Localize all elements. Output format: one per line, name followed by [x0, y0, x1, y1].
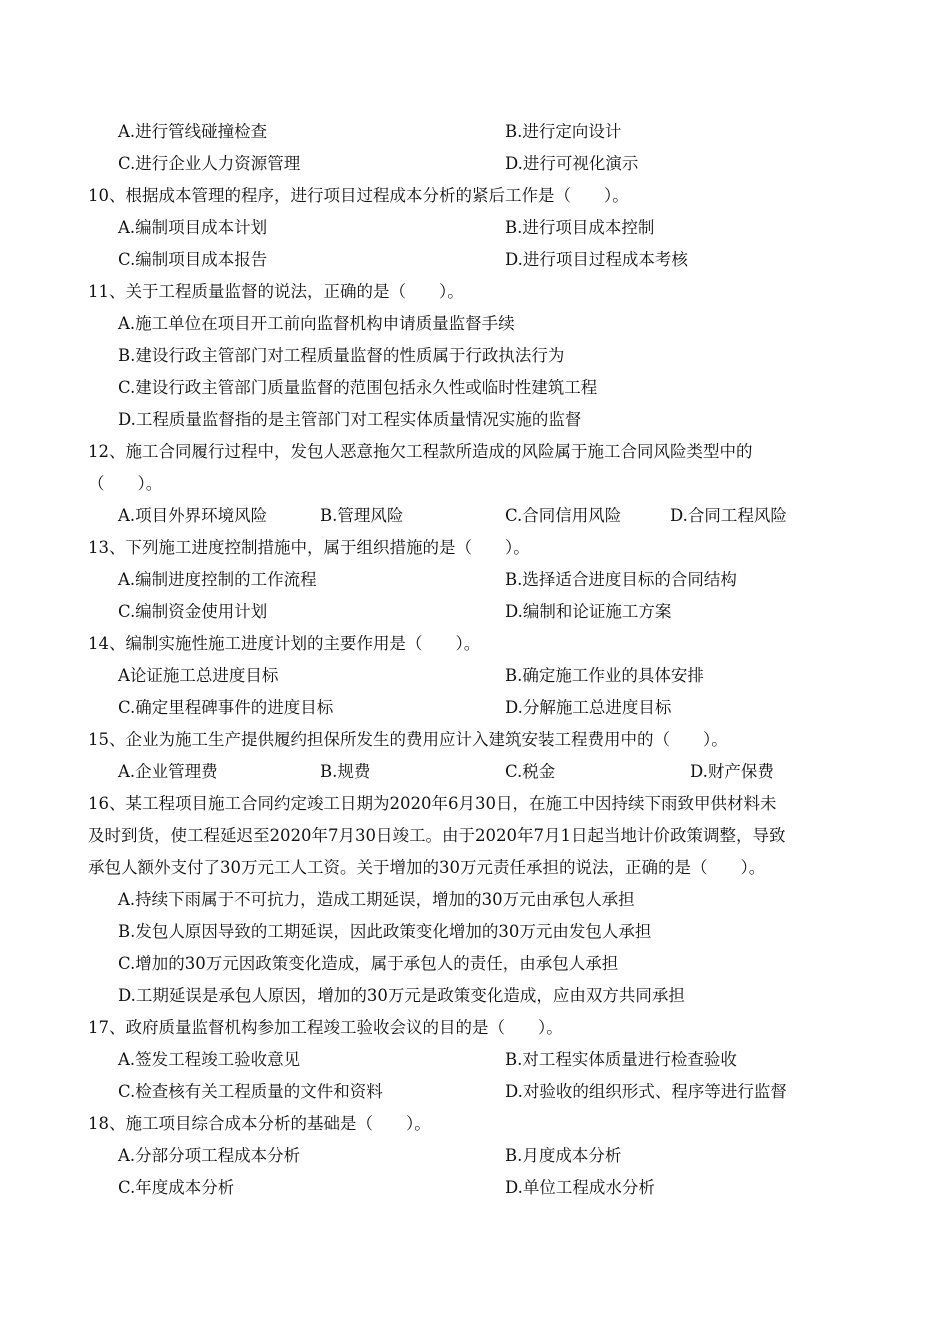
q16-option-c-line — [0, 948, 950, 980]
q11-option-b: B.建设行政主管部门对工程质量监督的性质属于行政执法行为 — [118, 346, 565, 365]
q9-options-row1 — [0, 116, 950, 148]
q18-options-row1 — [0, 1140, 950, 1172]
q10-options-row2 — [0, 244, 950, 276]
q16-stem-line2 — [0, 820, 950, 852]
q18-stem-line — [0, 1108, 950, 1140]
q12-stem-line2 — [0, 468, 950, 500]
q11-option-b-line — [0, 340, 950, 372]
q16-stem-1: 16、某工程项目施工合同约定竣工日期为2020年6月30日，在施工中因持续下雨致甲供材料未 — [88, 794, 777, 813]
q12-option-c: C.合同信用风险 — [505, 506, 622, 525]
q11-option-a: A.施工单位在项目开工前向监督机构申请质量监督手续 — [118, 314, 515, 333]
q13-options-row1 — [0, 564, 950, 596]
q10-stem-line — [0, 180, 950, 212]
q18-option-c: C.年度成本分析 — [118, 1178, 235, 1197]
q16-option-b: B.发包人原因导致的工期延误，因此政策变化增加的30万元由发包人承担 — [118, 922, 652, 941]
q14-option-b: B.确定施工作业的具体安排 — [505, 666, 704, 685]
q16-stem-line3 — [0, 852, 950, 884]
q17-options-row1 — [0, 1044, 950, 1076]
q15-option-d: D.财产保费 — [690, 762, 774, 781]
q14-option-d: D.分解施工总进度目标 — [505, 698, 672, 717]
q14-option-c: C.确定里程碑事件的进度目标 — [118, 698, 334, 717]
q12-option-b: B.管理风险 — [320, 506, 404, 525]
q12-option-a: A.项目外界环境风险 — [118, 506, 268, 525]
q9-option-b: B.进行定向设计 — [505, 122, 622, 141]
q10-option-c: C.编制项目成本报告 — [118, 250, 268, 269]
q12-options-row — [0, 500, 950, 532]
q9-option-c: C.进行企业人力资源管理 — [118, 154, 301, 173]
q16-option-b-line — [0, 916, 950, 948]
q16-option-d: D.工期延误是承包人原因，增加的30万元是政策变化造成，应由双方共同承担 — [118, 986, 685, 1005]
q11-option-a-line — [0, 308, 950, 340]
q17-stem: 17、政府质量监督机构参加工程竣工验收会议的目的是（ ）。 — [88, 1018, 563, 1037]
q18-options-row2 — [0, 1172, 950, 1204]
q13-option-b: B.选择适合进度目标的合同结构 — [505, 570, 737, 589]
q10-option-d: D.进行项目过程成本考核 — [505, 250, 688, 269]
q18-option-a: A.分部分项工程成本分析 — [118, 1146, 301, 1165]
q17-option-b: B.对工程实体质量进行检查验收 — [505, 1050, 737, 1069]
q15-option-b: B.规费 — [320, 762, 371, 781]
q18-option-d: D.单位工程成水分析 — [505, 1178, 655, 1197]
q16-option-a: A.持续下雨属于不可抗力，造成工期延误，增加的30万元由承包人承担 — [118, 890, 635, 909]
q15-option-c: C.税金 — [505, 762, 556, 781]
q10-stem: 10、根据成本管理的程序，进行项目过程成本分析的紧后工作是（ ）。 — [88, 186, 629, 205]
q18-option-b: B.月度成本分析 — [505, 1146, 622, 1165]
q9-options-row2 — [0, 148, 950, 180]
q16-option-a-line — [0, 884, 950, 916]
q16-stem-line1 — [0, 788, 950, 820]
q10-option-b: B.进行项目成本控制 — [505, 218, 655, 237]
q17-option-c: C.检查核有关工程质量的文件和资料 — [118, 1082, 383, 1101]
q17-option-d: D.对验收的组织形式、程序等进行监督 — [505, 1082, 787, 1101]
q13-option-a: A.编制进度控制的工作流程 — [118, 570, 317, 589]
q16-option-c: C.增加的30万元因政策变化造成，属于承包人的责任，由承包人承担 — [118, 954, 619, 973]
q11-stem-line — [0, 276, 950, 308]
q16-option-d-line — [0, 980, 950, 1012]
q13-option-d: D.编制和论证施工方案 — [505, 602, 672, 621]
q17-option-a: A.签发工程竣工验收意见 — [118, 1050, 301, 1069]
q10-option-a: A.编制项目成本计划 — [118, 218, 268, 237]
q14-stem-line — [0, 628, 950, 660]
q15-option-a: A.企业管理费 — [118, 762, 218, 781]
q12-stem-line1 — [0, 436, 950, 468]
q14-options-row2 — [0, 692, 950, 724]
q11-stem: 11、关于工程质量监督的说法，正确的是（ ）。 — [88, 282, 464, 301]
q9-option-d: D.进行可视化演示 — [505, 154, 639, 173]
q12-stem-2: （ ）。 — [88, 474, 163, 493]
q14-options-row1 — [0, 660, 950, 692]
q16-stem-2: 及时到货，使工程延迟至2020年7月30日竣工。由于2020年7月1日起当地计价政策调整，导致 — [88, 826, 786, 845]
q14-stem: 14、编制实施性施工进度计划的主要作用是（ ）。 — [88, 634, 481, 653]
q12-stem-1: 12、施工合同履行过程中，发包人恶意拖欠工程款所造成的风险属于施工合同风险类型中的 — [88, 442, 753, 461]
q10-options-row1 — [0, 212, 950, 244]
q11-option-c-line — [0, 372, 950, 404]
q12-option-d: D.合同工程风险 — [670, 506, 787, 525]
q15-options-row — [0, 756, 950, 788]
q11-option-c: C.建设行政主管部门质量监督的范围包括永久性或临时性建筑工程 — [118, 378, 598, 397]
q16-stem-3: 承包人额外支付了30万元工人工资。关于增加的30万元责任承担的说法，正确的是（ ）。 — [88, 858, 766, 877]
q13-options-row2 — [0, 596, 950, 628]
q14-option-a: A论证施工总进度目标 — [118, 666, 279, 685]
q13-option-c: C.编制资金使用计划 — [118, 602, 268, 621]
q11-option-d: D.工程质量监督指的是主管部门对工程实体质量情况实施的监督 — [118, 410, 582, 429]
q15-stem: 15、企业为施工生产提供履约担保所发生的费用应计入建筑安装工程费用中的（ ）。 — [88, 730, 728, 749]
q17-options-row2 — [0, 1076, 950, 1108]
q18-stem: 18、施工项目综合成本分析的基础是（ ）。 — [88, 1114, 431, 1133]
q17-stem-line — [0, 1012, 950, 1044]
q13-stem-line — [0, 532, 950, 564]
q9-option-a: A.进行管线碰撞检查 — [118, 122, 268, 141]
q11-option-d-line — [0, 404, 950, 436]
q13-stem: 13、下列施工进度控制措施中，属于组织措施的是（ ）。 — [88, 538, 530, 557]
q15-stem-line — [0, 724, 950, 756]
